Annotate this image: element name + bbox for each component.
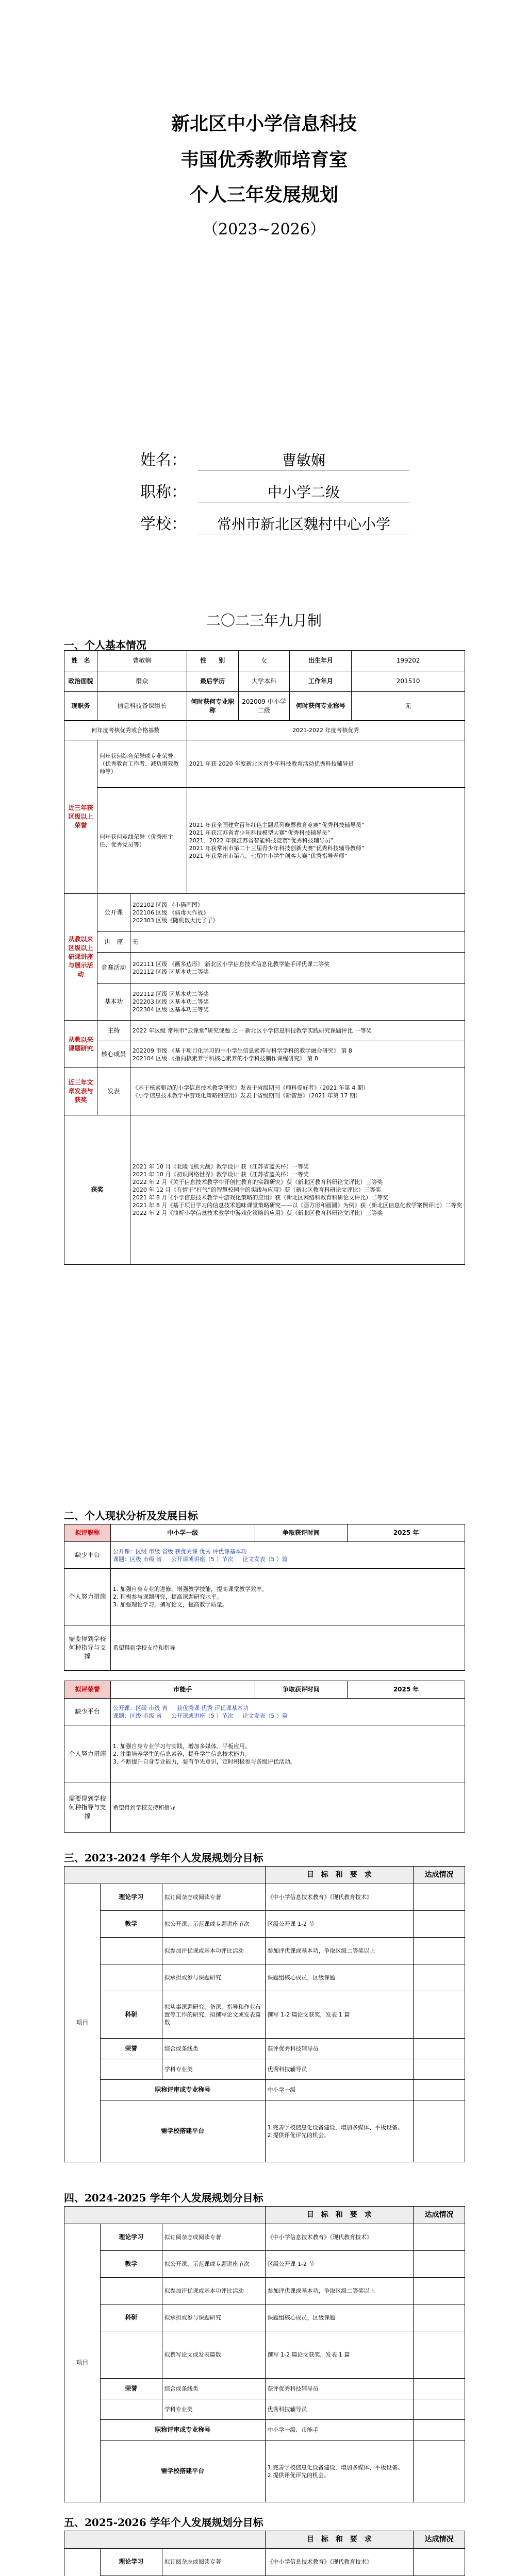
name-label: 姓名： bbox=[140, 451, 187, 469]
plan-category: 需学校搭建平台 bbox=[100, 2441, 265, 2502]
plan-goal: 获评优秀科技辅导员 bbox=[265, 2039, 414, 2059]
honor-item: 2021 年获常州市第二十三届青少年科技创新大赛“优秀科技辅导教师” bbox=[189, 845, 365, 852]
plan-header-goal: 目 标 和 要 求 bbox=[265, 2207, 414, 2224]
open-class-item: 202303 区级《随机数大比了了》 bbox=[132, 917, 219, 924]
item-label bbox=[64, 2549, 101, 2576]
plan-subitem: 拟承担或参与课题研究 bbox=[162, 1964, 265, 1991]
cell: 无 bbox=[130, 932, 465, 953]
cell: 2021 年获 2020 年度新北区青少年科技教育活动优秀科技辅导员 bbox=[187, 740, 465, 788]
plan-header-status: 达成情况 bbox=[414, 1867, 465, 1884]
cell bbox=[110, 1699, 465, 1725]
cell bbox=[130, 1068, 465, 1115]
gap-line: 公开课：区级 市级 省 获优秀课 优秀 评优课基本功 bbox=[112, 1704, 249, 1711]
cell bbox=[110, 1569, 465, 1625]
cell: 需要得到学校何种指导与支撑 bbox=[64, 1783, 111, 1833]
cell: 202009 中小学二级 bbox=[238, 692, 290, 721]
school-value: 常州市新北区魏村中心小学 bbox=[198, 513, 409, 534]
honor-item: 2021、2022 年获江苏省智能科技竞赛“优秀科技辅导员” bbox=[189, 837, 334, 844]
cell: 何年获何竞线荣誉（优秀班主任、优秀党员等） bbox=[97, 788, 187, 894]
effort-item: 3. 加强理论学习，撰写论文，提高教学质量。 bbox=[112, 1601, 228, 1608]
award-item: 2021 年 8 月《小学信息技术教学中游戏化策略的应用》获（新北区网络科教育科研论文评比）二等奖 bbox=[132, 1194, 389, 1201]
award-item: 2022 年 2 月《浅析小学信息技术教学中游戏化策略的应用》获（新北区教育科研论文评比）三等奖 bbox=[132, 1210, 383, 1216]
cell: 个人努力措施 bbox=[64, 1569, 111, 1625]
cell: 中小学一级 bbox=[110, 1524, 255, 1542]
cell: 基本功 bbox=[97, 984, 130, 1021]
effort-item: 2. 注重培养学生的信息素养，提升学生信息技术能力。 bbox=[112, 1751, 251, 1757]
cell: 拟评荣誉 bbox=[64, 1681, 111, 1699]
cell: 获奖 bbox=[64, 1115, 130, 1265]
cell: 希望得到学校支持和指导 bbox=[110, 1783, 465, 1833]
plan-subitem: 拟订阅杂志或阅读专著 bbox=[162, 2549, 265, 2575]
plan-goal: 中小学一级 bbox=[265, 2080, 414, 2100]
plan-status bbox=[414, 2059, 465, 2080]
cell bbox=[130, 953, 465, 984]
header-blank bbox=[64, 2207, 266, 2224]
plan-status bbox=[414, 1964, 465, 1991]
plan-category: 科研 bbox=[100, 2304, 162, 2331]
cover-title-row bbox=[140, 479, 450, 502]
plan-category bbox=[100, 1938, 162, 1964]
plan-status bbox=[414, 2549, 465, 2575]
cell: 2025 年 bbox=[348, 1524, 465, 1542]
cell: 女 bbox=[238, 651, 290, 671]
cell: 争取获评时间 bbox=[255, 1524, 348, 1542]
plan-status bbox=[414, 2331, 465, 2379]
header-blank bbox=[64, 2531, 266, 2549]
basic-skill-item: 202304 区级 区基本功三等奖 bbox=[132, 1006, 209, 1013]
plan-category: 荣誉 bbox=[100, 2039, 162, 2059]
section2-heading: 二、个人现状分析及发展目标 bbox=[64, 1510, 198, 1522]
cell: 出生年月 bbox=[290, 651, 352, 671]
gap-line: 课题：区级 市级 省 公开课或讲座（5 ）节次 论文发表（5 ）篇 bbox=[112, 1555, 288, 1563]
plan-goal: 撰写 1-2 篇论文获奖，发表 1 篇 bbox=[265, 1991, 414, 2039]
award-item: 2022 年 2 月《关于信息技术教学中开创性教育的实践研究》获（新北区教育科研论文评比）三等奖 bbox=[132, 1179, 383, 1185]
plan-subitem: 综合或条线类 bbox=[162, 2039, 265, 2059]
plan-goal: 区级公开课 1-2 节 bbox=[265, 2251, 414, 2278]
cell: 姓 名 bbox=[64, 651, 97, 671]
plan-status bbox=[414, 2379, 465, 2399]
plan-subitem: 拟承担或参与课题研究 bbox=[162, 2304, 265, 2331]
date-line: 二〇二三年九月制 bbox=[206, 612, 322, 629]
plan-status bbox=[414, 1991, 465, 2039]
honor-label: 近三年获区级以上荣誉 bbox=[64, 740, 97, 894]
cell: 政治面貌 bbox=[64, 671, 97, 692]
plan-subitem: 拟撰写论文或发表篇数 bbox=[162, 2331, 265, 2379]
effort-item: 1. 加强自身专业的进修，增强教学技能，提高课堂教学效率。 bbox=[112, 1586, 268, 1592]
plan-subitem: 拟订阅杂志或阅读专著 bbox=[162, 2224, 265, 2251]
publish-item: 《小学信息技术教学中游戏化策略的应用》发表于省级期刊《新智慧》（2021 年第 17 期） bbox=[132, 1092, 361, 1099]
title-line-2: 韦国优秀教师培育室 bbox=[180, 149, 348, 171]
open-class-item: 202102 区级 《小猫画图》 bbox=[132, 902, 203, 908]
cell: 何时获何专业称号 bbox=[290, 692, 352, 721]
effort-item: 3. 不断提升自身专业能力，要有争先意识，定时积极参与各级评优活动。 bbox=[112, 1758, 296, 1765]
cover-name-row bbox=[140, 447, 450, 470]
plan-goal: 课题组核心成员，区级课题 bbox=[265, 1964, 414, 1991]
cell: 工作年月 bbox=[290, 671, 352, 692]
cell: 主持 bbox=[97, 1021, 130, 1041]
cell: 争取获评时间 bbox=[255, 1681, 348, 1699]
plan-category: 理论学习 bbox=[100, 2224, 162, 2251]
plan-status bbox=[414, 2278, 465, 2304]
section5-heading: 五、2025-2026 学年个人发展规划分目标 bbox=[64, 2516, 263, 2529]
plan-category bbox=[100, 2278, 162, 2304]
cell: 现职务 bbox=[64, 692, 97, 721]
plan-subitem: 学科专业类 bbox=[162, 2059, 265, 2080]
name-value: 曹敏娴 bbox=[198, 449, 409, 470]
cell: 群众 bbox=[97, 671, 187, 692]
publish-item: 《基于核素驱动的小学信息技术教学研究》发表于省级期刊《师科爱好者》（2021 年第 4 期） bbox=[132, 1084, 369, 1091]
plan-status bbox=[414, 2420, 465, 2441]
item-label: 项目 bbox=[64, 1884, 101, 2162]
plan-goal: 1.完善学校信息化设备建设，增加多媒体、平板设备。 2.提供评优评先的机会。 bbox=[265, 2441, 414, 2502]
plan-category: 理论学习 bbox=[100, 2549, 162, 2575]
header-blank bbox=[64, 1867, 266, 1884]
cell: 希望得到学校支持和指导 bbox=[110, 1625, 465, 1671]
development-goal-table-2 bbox=[64, 1681, 465, 1833]
honor-item: 2021 年获常州市第八、七届中小学生创客大赛“优秀指导老师” bbox=[189, 853, 348, 859]
title-line-1: 新北区中小学信息科技 bbox=[171, 113, 357, 134]
paper-label: 近三年文章发表与获奖 bbox=[64, 1068, 97, 1115]
contest-item: 202111 区级 《画多边形》 新北区小学信息技术信息化教学能手评优课二等奖 bbox=[132, 960, 330, 968]
basic-skill-item: 202203 区级 区基本功二等奖 bbox=[132, 998, 209, 1005]
cell: 缺少平台 bbox=[64, 1699, 111, 1725]
title-line-3: 个人三年发展规划 bbox=[189, 184, 338, 206]
plan-status bbox=[414, 2304, 465, 2331]
plan-table-2024 bbox=[64, 2206, 465, 2502]
cell bbox=[110, 1725, 465, 1783]
plan-status bbox=[414, 2399, 465, 2420]
plan-subitem: 拟公开课、示范课或专题讲座节次 bbox=[162, 1911, 265, 1938]
cell: 缺少平台 bbox=[64, 1542, 111, 1569]
cell: 2025 年 bbox=[348, 1681, 465, 1699]
section3-heading: 三、2023-2024 学年个人发展规划分目标 bbox=[64, 1852, 263, 1864]
plan-status bbox=[414, 2080, 465, 2100]
cell: 核心成员 bbox=[97, 1041, 130, 1068]
plan-subitem: 拟订阅杂志或阅读专著 bbox=[162, 1884, 265, 1911]
plan-subitem: 拟公开课、示范课或专题讲座节次 bbox=[162, 2251, 265, 2278]
cell: 市能手 bbox=[110, 1681, 255, 1699]
cell bbox=[110, 1542, 465, 1569]
cell: 最后学历 bbox=[187, 671, 238, 692]
cell bbox=[130, 984, 465, 1021]
cover-school-row bbox=[140, 511, 450, 534]
cell: 需要得到学校何种指导与支撑 bbox=[64, 1625, 111, 1671]
plan-goal: 优秀科技辅导员 bbox=[265, 2399, 414, 2420]
item-label: 项目 bbox=[64, 2224, 101, 2502]
plan-category: 职称评审或专业称号 bbox=[100, 2080, 265, 2100]
plan-goal: 获评优秀科技辅导员 bbox=[265, 2379, 414, 2399]
plan-goal: 课题组核心成员，区级课题 bbox=[265, 2304, 414, 2331]
plan-table-2023 bbox=[64, 1866, 465, 2162]
cell: 发表 bbox=[97, 1068, 130, 1115]
plan-goal: 参加评优课或基本功，争取区级二等奖以上 bbox=[265, 2278, 414, 2304]
effort-item: 2. 积极参与课题研究，提高课题研究水平。 bbox=[112, 1594, 222, 1600]
project-label: 从教以来课题研究 bbox=[64, 1021, 97, 1068]
rank-value: 中小学二级 bbox=[198, 481, 409, 502]
plan-goal: 参加评优课或基本功，争取区级二等奖以上 bbox=[265, 1938, 414, 1964]
plan-goal: 优秀科技辅导员 bbox=[265, 2059, 414, 2080]
plan-category: 荣誉 bbox=[100, 2379, 162, 2399]
cell: 何时获何专业职称 bbox=[187, 692, 238, 721]
title-years: （2023~2026） bbox=[203, 221, 325, 239]
plan-category: 教学 bbox=[100, 2251, 162, 2278]
plan-category bbox=[100, 2331, 162, 2379]
plan-goal: 中小学一级、市能手 bbox=[265, 2420, 414, 2441]
plan-status bbox=[414, 2039, 465, 2059]
core-item: 202209 市级 《基于项目化学习的中小学生信息素养与科学学科的教学融合研究》 第 8 bbox=[132, 1047, 352, 1054]
section4-heading: 四、2024-2025 学年个人发展规划分目标 bbox=[64, 2192, 263, 2204]
plan-status bbox=[414, 2100, 465, 2162]
cell: 讲 座 bbox=[97, 932, 130, 953]
plan-category bbox=[100, 2059, 162, 2080]
plan-category: 科研 bbox=[100, 1991, 162, 2039]
basic-info-table bbox=[64, 650, 465, 1265]
cell: 拟评职称 bbox=[64, 1524, 111, 1542]
gap-line: 课题：区级 市级 省 公开课或讲座（5 ）节次 论文发表（5 ）篇 bbox=[112, 1712, 288, 1719]
plan-category bbox=[100, 1964, 162, 1991]
plan-goal: 《中小学信息技术教育》《现代教育技术》 bbox=[265, 2549, 414, 2575]
honor-item: 2021 年获江苏省青少年科技模型大赛“优秀科技辅导员” bbox=[189, 829, 331, 836]
development-goal-table-1 bbox=[64, 1524, 465, 1671]
plan-status bbox=[414, 1884, 465, 1911]
plan-status bbox=[414, 1938, 465, 1964]
cell: 201510 bbox=[352, 671, 465, 692]
plan-subitem: 拟参加评优课或基本功评比活动 bbox=[162, 2278, 265, 2304]
plan-header-goal: 目 标 和 要 求 bbox=[265, 1867, 414, 1884]
plan-status bbox=[414, 2224, 465, 2251]
cell bbox=[130, 1115, 465, 1265]
plan-category: 理论学习 bbox=[100, 1884, 162, 1911]
rank-label: 职称： bbox=[140, 483, 187, 501]
award-item: 2020 年 12 月《有情于“打气”的智慧校园中的实践与应用》获（新北区教育科研论文评比）三等奖 bbox=[132, 1187, 381, 1193]
cell: 2021-2022 年度考核优秀 bbox=[187, 721, 465, 740]
school-label: 学校： bbox=[140, 515, 187, 533]
cell: 何年获何综合荣誉或专业荣誉（优秀教育工作者、减负增效教师等） bbox=[97, 740, 187, 788]
plan-table-2025 bbox=[64, 2531, 465, 2576]
cell: 信息科技备课组长 bbox=[97, 692, 187, 721]
cell: 大学本科 bbox=[238, 671, 290, 692]
plan-subitem: 综合或条线类 bbox=[162, 2379, 265, 2399]
plan-subitem: 学科专业类 bbox=[162, 2399, 265, 2420]
plan-subitem: 拟从事课题研究、备课、指导和作业布置等工作的研究，拟撰写论文或发表篇数 bbox=[162, 1991, 265, 2039]
core-item: 202104 区级 《指向核素养学科核心素养的小学科技制作课程研究》 第 8 bbox=[132, 1055, 318, 1062]
plan-status bbox=[414, 2441, 465, 2502]
cell: 曹敏娴 bbox=[97, 651, 187, 671]
award-item: 2021 年 8 月《基于项目学习的信息技术趣味课堂策略研究——以《画方形和画圆》为例》获（新北区信息化教学案例评比）二等奖 bbox=[132, 1202, 463, 1209]
open-class-item: 202106 区级 《病毒大作战》 bbox=[132, 909, 209, 916]
plan-category: 教学 bbox=[100, 1911, 162, 1938]
contest-item: 202112 区级 区基本功二等奖 bbox=[132, 968, 209, 975]
cell: 公开课 bbox=[97, 894, 130, 932]
cell: 何年度考核优秀或合格基数 bbox=[64, 721, 187, 740]
plan-subitem: 拟参加评优课或基本功评比活动 bbox=[162, 1938, 265, 1964]
plan-category: 职称评审或专业称号 bbox=[100, 2420, 265, 2441]
honor-item: 2021 年获全国建党百年红色主题系列晚票教育竞赛“优秀科技辅导员” bbox=[189, 822, 365, 828]
plan-goal: 1.完善学校信息化设备建设，增加多媒体、平板设备。 2.提供评优评先的机会。 bbox=[265, 2100, 414, 2162]
plan-goal: 《中小学信息技术教育》《现代教育技术》 bbox=[265, 1884, 414, 1911]
plan-goal: 区级公开课 1-2 节 bbox=[265, 1911, 414, 1938]
cell bbox=[130, 1041, 465, 1068]
basic-skill-item: 202112 区级 区基本功二等奖 bbox=[132, 991, 209, 997]
section1-heading: 一、个人基本情况 bbox=[64, 639, 146, 651]
plan-goal: 撰写 1-2 篇论文获奖，发表 1 篇 bbox=[265, 2331, 414, 2379]
cell bbox=[187, 788, 465, 894]
plan-category bbox=[100, 2399, 162, 2420]
cell: 199202 bbox=[352, 651, 465, 671]
plan-header-goal: 目 标 和 要 求 bbox=[265, 2531, 414, 2549]
cell: 无 bbox=[352, 692, 465, 721]
plan-header-status: 达成情况 bbox=[414, 2207, 465, 2224]
cell: 竞赛活动 bbox=[97, 953, 130, 984]
plan-goal: 《中小学信息技术教育》《现代教育技术》 bbox=[265, 2224, 414, 2251]
award-item: 2021 年 10 月《北陵飞机大战》教学设计 获（江苏省蓝关杯）一等奖 bbox=[132, 1163, 309, 1170]
plan-status bbox=[414, 2251, 465, 2278]
plan-category: 需学校搭建平台 bbox=[100, 2100, 265, 2162]
cell: 性 别 bbox=[187, 651, 238, 671]
research-label: 从教以来区级以上研课讲座与展示活动 bbox=[64, 894, 97, 1021]
plan-header-status: 达成情况 bbox=[414, 2531, 465, 2549]
cell bbox=[130, 894, 465, 932]
effort-item: 1. 加强自身专业学习与实践，增加多媒体、平板应用。 bbox=[112, 1743, 251, 1750]
award-item: 2021 年 10 月《初识网络世界》教学设计 获（江苏省蓝关杯）一等奖 bbox=[132, 1171, 309, 1178]
gap-line: 公开课：区级 市级 省级 获优秀课 优秀 评优课基本功 bbox=[112, 1548, 247, 1555]
plan-status bbox=[414, 1911, 465, 1938]
cell: 个人努力措施 bbox=[64, 1725, 111, 1783]
cell: 2022 年区级 常州市“云课堂”研究课题 之一 新北区小学信息科技教学实践研究课题评比 一等奖 bbox=[130, 1021, 465, 1041]
